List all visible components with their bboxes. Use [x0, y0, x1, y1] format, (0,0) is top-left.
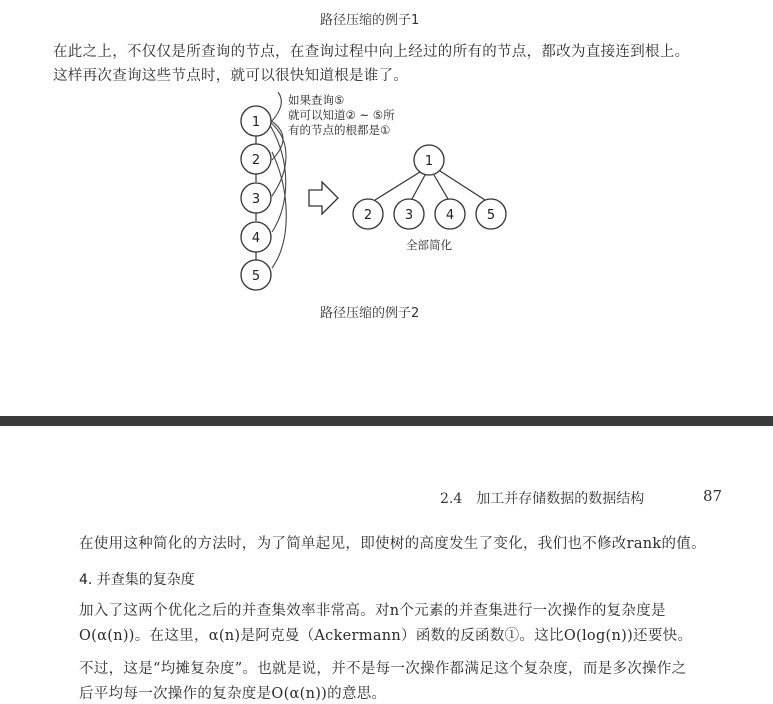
diagram-note-line: 有的节点的根都是①	[288, 123, 391, 137]
figure-caption-1: 路径压缩的例子1	[320, 13, 420, 28]
diagram-note-line: 就可以知道② ~ ⑤所	[288, 108, 395, 122]
paragraph-line: 这样再次查询这些节点时，就可以很快知道根是谁了。	[53, 68, 409, 84]
figure-caption-2: 路径压缩的例子2	[320, 306, 420, 321]
section-heading: 4. 并查集的复杂度	[79, 572, 195, 588]
paragraph-line: 后平均每一次操作的复杂度是O(α(n))的意思。	[79, 686, 387, 702]
chain-node-label: 5	[251, 269, 261, 284]
page-number: 87	[703, 487, 723, 505]
tree-child-label: 4	[445, 208, 455, 223]
paragraph-line: O(α(n))。在这里，α(n)是阿克曼（Ackermann）函数的反函数①。这比O(log(n))还要快。	[79, 628, 693, 644]
transform-arrow-icon	[309, 182, 338, 214]
paragraph-line: 在此之上，不仅仅是所查询的节点，在查询过程中向上经过的所有的节点，都改为直接连到根上。	[53, 44, 690, 60]
chain-node-label: 4	[251, 231, 261, 246]
chain-node-label: 1	[251, 115, 261, 130]
running-header: 2.4 加工并存储数据的数据结构	[440, 491, 645, 507]
tree-child-label: 3	[404, 208, 414, 223]
page-divider	[0, 416, 773, 426]
tree-child-label: 5	[486, 208, 496, 223]
diagram-note-line: 如果查询⑤	[288, 93, 345, 107]
tree-child-label: 2	[363, 208, 373, 223]
tree-root-label: 1	[424, 154, 434, 169]
paragraph-line: 不过，这是“均摊复杂度”。也就是说，并不是每一次操作都满足这个复杂度，而是多次操作之	[79, 661, 687, 677]
tree-label: 全部简化	[406, 238, 452, 252]
chain-node-label: 2	[251, 153, 261, 168]
chain-node-label: 3	[251, 192, 261, 207]
paragraph-line: 加入了这两个优化之后的并查集效率非常高。对n个元素的并查集进行一次操作的复杂度是	[79, 603, 666, 619]
paragraph: 在使用这种简化的方法时，为了简单起见，即使树的高度发生了变化，我们也不修改rank的值。	[79, 536, 706, 552]
